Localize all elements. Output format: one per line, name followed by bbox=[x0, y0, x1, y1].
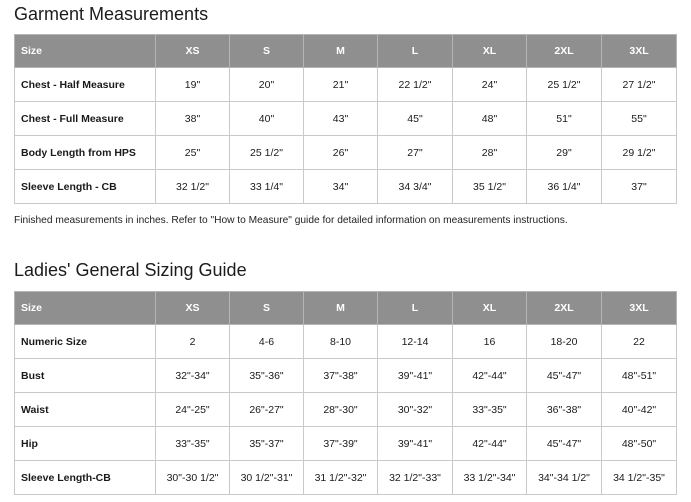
table-cell: 40" bbox=[230, 102, 304, 136]
table-header-row bbox=[15, 292, 677, 325]
row-label: Sleeve Length-CB bbox=[15, 461, 156, 495]
row-label: Body Length from HPS bbox=[15, 136, 156, 170]
table-cell: 30 1/2"-31" bbox=[230, 461, 304, 495]
table-cell: 26"-27" bbox=[230, 393, 304, 427]
table-cell: 45"-47" bbox=[527, 427, 602, 461]
table-cell: 55" bbox=[602, 102, 677, 136]
column-header-size: Size bbox=[15, 35, 156, 68]
table-cell: 8-10 bbox=[304, 325, 378, 359]
table-cell: 31 1/2"-32" bbox=[304, 461, 378, 495]
column-header-l: L bbox=[378, 35, 453, 68]
table-cell: 32"-34" bbox=[156, 359, 230, 393]
table-row bbox=[15, 170, 677, 204]
table-cell: 51" bbox=[527, 102, 602, 136]
table-cell: 37"-39" bbox=[304, 427, 378, 461]
table-cell: 35"-37" bbox=[230, 427, 304, 461]
table-cell: 12-14 bbox=[378, 325, 453, 359]
table-cell: 40"-42" bbox=[602, 393, 677, 427]
table-cell: 19" bbox=[156, 68, 230, 102]
row-label: Numeric Size bbox=[15, 325, 156, 359]
table-cell: 16 bbox=[453, 325, 527, 359]
table-cell: 27 1/2" bbox=[602, 68, 677, 102]
table-row bbox=[15, 393, 677, 427]
table-cell: 27" bbox=[378, 136, 453, 170]
row-label: Chest - Full Measure bbox=[15, 102, 156, 136]
table-cell: 22 1/2" bbox=[378, 68, 453, 102]
table-cell: 21" bbox=[304, 68, 378, 102]
table-row bbox=[15, 359, 677, 393]
table-row bbox=[15, 461, 677, 495]
garment-measurements-title: Garment Measurements bbox=[14, 4, 209, 24]
table-cell: 37"-38" bbox=[304, 359, 378, 393]
ladies-sizing-table bbox=[14, 291, 677, 495]
table-cell: 32 1/2" bbox=[156, 170, 230, 204]
garment-measurements-table bbox=[14, 34, 677, 204]
table-row bbox=[15, 136, 677, 170]
column-header-s: S bbox=[230, 35, 304, 68]
table-row bbox=[15, 427, 677, 461]
table-cell: 38" bbox=[156, 102, 230, 136]
table-cell: 48"-50" bbox=[602, 427, 677, 461]
table-cell: 25 1/2" bbox=[230, 136, 304, 170]
table-cell: 26" bbox=[304, 136, 378, 170]
table-cell: 35 1/2" bbox=[453, 170, 527, 204]
table-cell: 28" bbox=[453, 136, 527, 170]
table-cell: 29 1/2" bbox=[602, 136, 677, 170]
table-cell: 34" bbox=[304, 170, 378, 204]
ladies-sizing-guide-title: Ladies' General Sizing Guide bbox=[14, 260, 247, 280]
table-cell: 22 bbox=[602, 325, 677, 359]
column-header-m: M bbox=[304, 35, 378, 68]
table-row bbox=[15, 102, 677, 136]
table-header-row bbox=[15, 35, 677, 68]
table-cell: 28"-30" bbox=[304, 393, 378, 427]
table-cell: 4-6 bbox=[230, 325, 304, 359]
row-label: Waist bbox=[15, 393, 156, 427]
table-cell: 18-20 bbox=[527, 325, 602, 359]
table-cell: 36"-38" bbox=[527, 393, 602, 427]
measurement-note: Finished measurements in inches. Refer to "How to Measure" guide for detailed information on measurements instructions. bbox=[14, 215, 568, 226]
row-label: Chest - Half Measure bbox=[15, 68, 156, 102]
table-cell: 36 1/4" bbox=[527, 170, 602, 204]
table-cell: 20" bbox=[230, 68, 304, 102]
column-header-3xl: 3XL bbox=[602, 292, 677, 325]
column-header-l: L bbox=[378, 292, 453, 325]
table-cell: 35"-36" bbox=[230, 359, 304, 393]
table-cell: 30"-32" bbox=[378, 393, 453, 427]
table-cell: 39"-41" bbox=[378, 359, 453, 393]
table-cell: 39"-41" bbox=[378, 427, 453, 461]
row-label: Sleeve Length - CB bbox=[15, 170, 156, 204]
table-cell: 37" bbox=[602, 170, 677, 204]
table-cell: 43" bbox=[304, 102, 378, 136]
row-label: Bust bbox=[15, 359, 156, 393]
table-cell: 42"-44" bbox=[453, 359, 527, 393]
table-row bbox=[15, 68, 677, 102]
table-cell: 32 1/2"-33" bbox=[378, 461, 453, 495]
table-cell: 25" bbox=[156, 136, 230, 170]
column-header-3xl: 3XL bbox=[602, 35, 677, 68]
table-cell: 25 1/2" bbox=[527, 68, 602, 102]
table-cell: 33 1/2"-34" bbox=[453, 461, 527, 495]
column-header-2xl: 2XL bbox=[527, 35, 602, 68]
table-row bbox=[15, 325, 677, 359]
column-header-m: M bbox=[304, 292, 378, 325]
column-header-size: Size bbox=[15, 292, 156, 325]
table-cell: 48" bbox=[453, 102, 527, 136]
table-cell: 24" bbox=[453, 68, 527, 102]
table-cell: 42"-44" bbox=[453, 427, 527, 461]
column-header-xl: XL bbox=[453, 292, 527, 325]
table-cell: 2 bbox=[156, 325, 230, 359]
table-cell: 34"-34 1/2" bbox=[527, 461, 602, 495]
column-header-s: S bbox=[230, 292, 304, 325]
column-header-xs: XS bbox=[156, 35, 230, 68]
column-header-xl: XL bbox=[453, 35, 527, 68]
column-header-xs: XS bbox=[156, 292, 230, 325]
table-cell: 45"-47" bbox=[527, 359, 602, 393]
table-cell: 48"-51" bbox=[602, 359, 677, 393]
table-cell: 33"-35" bbox=[156, 427, 230, 461]
row-label: Hip bbox=[15, 427, 156, 461]
table-cell: 33"-35" bbox=[453, 393, 527, 427]
table-cell: 29" bbox=[527, 136, 602, 170]
table-cell: 30"-30 1/2" bbox=[156, 461, 230, 495]
table-cell: 34 3/4" bbox=[378, 170, 453, 204]
column-header-2xl: 2XL bbox=[527, 292, 602, 325]
table-cell: 24"-25" bbox=[156, 393, 230, 427]
table-cell: 33 1/4" bbox=[230, 170, 304, 204]
table-cell: 34 1/2"-35" bbox=[602, 461, 677, 495]
table-cell: 45" bbox=[378, 102, 453, 136]
